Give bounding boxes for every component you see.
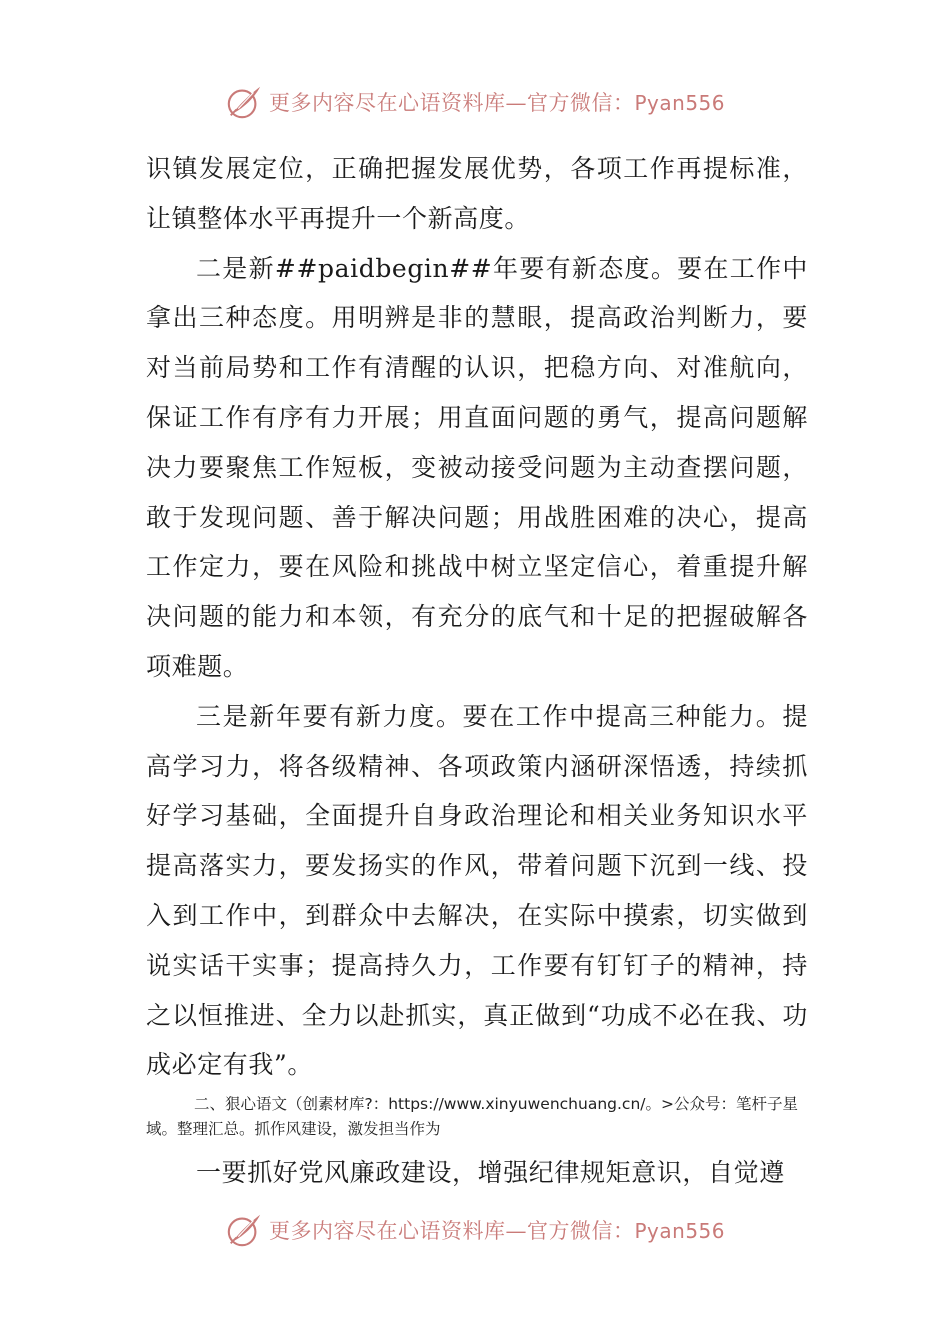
header-watermark-text: 更多内容尽在心语资料库—官方微信：Pyan556 xyxy=(268,91,725,115)
paragraph-continuation: 识镇发展定位，正确把握发展优势，各项工作再提标准，让镇整体水平再提升一个新高度。 xyxy=(146,154,808,233)
header-watermark-id: Pyan556 xyxy=(634,91,725,115)
quill-logo-icon xyxy=(225,83,263,121)
paragraph-new-attitude: 二是新##paidbegin##年要有新态度。要在工作中拿出三种态度。用明辨是非的慧眼，提高政治判断力，要对当前局势和工作有清醒的认识，把稳方向、对准航向，保证工作有序有力开展；用直面问题的勇气，提高问题解决力要聚焦工作短板，变被动接受问题为主动查摆问题，敢于发现问题、善于解决问题；用战胜困难的决心，提高工作定力，要在风险和挑战中树立坚定信心，着重提升解决问题的能力和本领，有充分的底气和十足的把握破解各项难题。 xyxy=(146,253,808,681)
footer-watermark-text: 更多内容尽在心语资料库—官方微信：Pyan556 xyxy=(268,1219,725,1243)
paragraph-party-conduct: 一要抓好党风廉政建设，增强纪律规矩意识，自觉遵 xyxy=(196,1158,785,1188)
document-body xyxy=(146,144,808,1198)
footer-watermark-id: Pyan556 xyxy=(634,1219,725,1243)
section-heading-two: 二、狠心语文（创素材库?：https://www.xinyuwenchuang.cn/。>公众号：笔杆子星域。整理汇总。抓作风建设，激发担当作为 xyxy=(146,1095,798,1139)
header-watermark-banner xyxy=(0,80,950,124)
paragraph-new-strength: 三是新年要有新力度。要在工作中提高三种能力。提高学习力，将各级精神、各项政策内涵研深悟透，持续抓好学习基础，全面提升自身政治理论和相关业务知识水平提高落实力，要发扬实的作风，带着问题下沉到一线、投入到工作中，到群众中去解决，在实际中摸索，切实做到说实话干实事；提高持久力，工作要有钉钉子的精神，持之以恒推进、全力以赴抓实，真正做到“功成不必在我、功成必定有我”。 xyxy=(146,701,808,1080)
footer-watermark-banner xyxy=(0,1208,950,1252)
quill-logo-icon xyxy=(225,1211,263,1249)
